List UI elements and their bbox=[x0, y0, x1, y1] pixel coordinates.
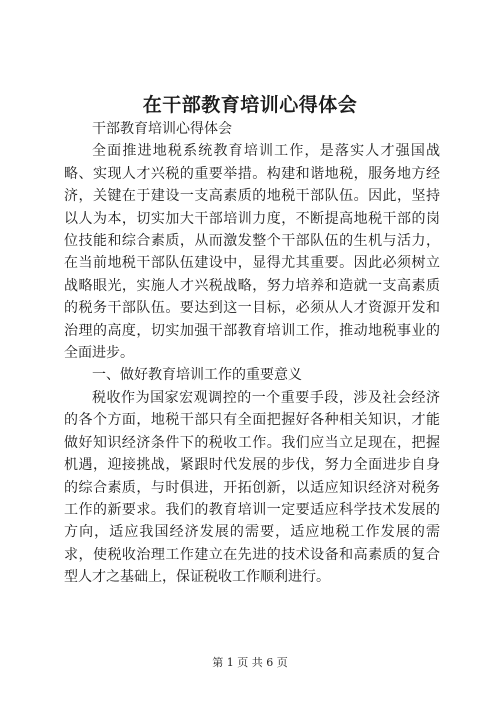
document-title: 在干部教育培训心得体会 bbox=[142, 94, 358, 116]
document-body bbox=[64, 118, 440, 589]
page-number: 第 1 页 共 6 页 bbox=[212, 656, 288, 669]
section-paragraph: 税收作为国家宏观调控的一个重要手段，涉及社会经济的各个方面，地税干部只有全面把握好各种相关知识，才能做好知识经济条件下的税收工作。我们应当立足现在，把握机遇，迎接挑战，紧跟时代发展的步伐，努力全面进步自身的综合素质，与时俱进，开拓创新，以适应知识经济对税务工作的新要求。我们的教育培训一定要适应科学技术发展的方向，适应我国经济发展的需要，适应地税工作发展的需求，使税收治理工作建立在先进的技术设备和高素质的复合型人才之基础上，保证税收工作顺利进行。 bbox=[64, 389, 440, 586]
intro-paragraph: 全面推进地税系统教育培训工作，是落实人才强国战略、实现人才兴税的重要举措。构建和谐地税，服务地方经济，关键在于建设一支高素质的地税干部队伍。因此，坚持以人为本，切实加大干部培训力度，不断提高地税干部的岗位技能和综合素质，从而激发整个干部队伍的生机与活力，在当前地税干部队伍建设中，显得尤其重要。因此必须树立战略眼光，实施人才兴税战略，努力培养和造就一支高素质的税务干部队伍。要达到这一目标，必须从人才资源开发和治理的高度，切实加强干部教育培训工作，推动地税事业的全面进步。 bbox=[64, 143, 440, 362]
subtitle-paragraph: 干部教育培训心得体会 bbox=[92, 121, 232, 137]
section-heading: 一、做好教育培训工作的重要意义 bbox=[92, 367, 302, 384]
